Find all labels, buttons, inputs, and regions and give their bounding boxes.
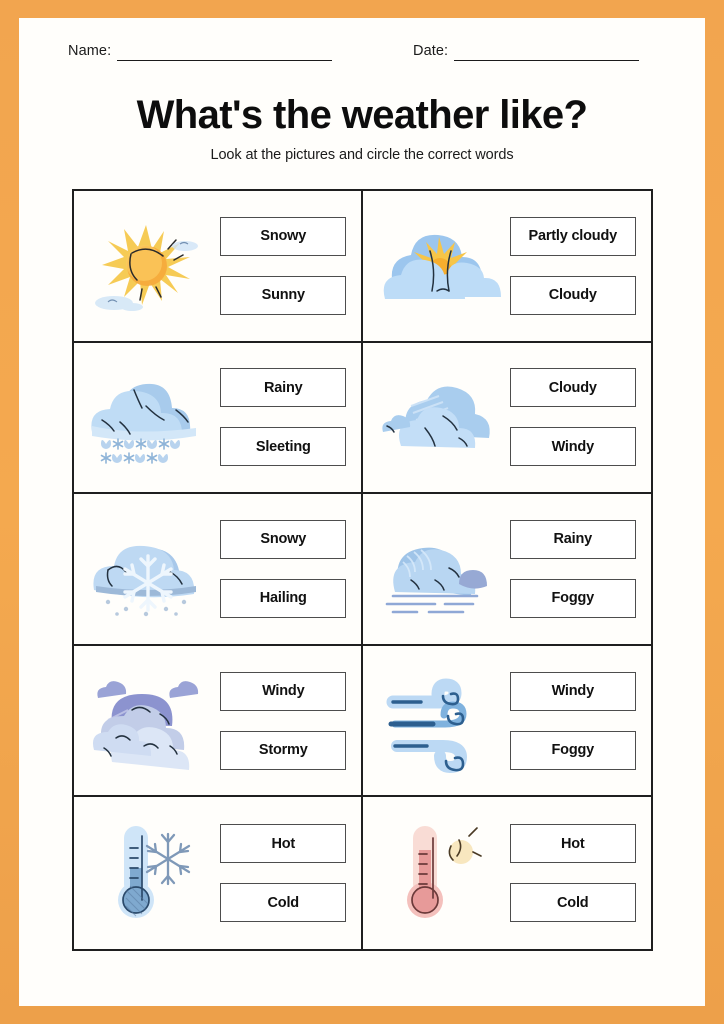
- question-cell-8: [363, 646, 652, 798]
- name-label: Name:: [68, 43, 112, 59]
- sun-icon: [84, 207, 212, 325]
- choice-option[interactable]: Windy: [220, 672, 346, 711]
- choice-option[interactable]: Snowy: [220, 217, 346, 256]
- choice-option[interactable]: Cloudy: [510, 276, 636, 315]
- choice-group-2: [501, 217, 646, 315]
- question-cell-10: [363, 797, 652, 949]
- choice-group-5: [212, 520, 355, 618]
- choice-group-4: [501, 368, 646, 466]
- choice-option[interactable]: Foggy: [510, 579, 636, 618]
- page-subtitle: Look at the pictures and circle the correct words: [210, 147, 514, 163]
- choice-group-9: [212, 824, 355, 922]
- choice-option[interactable]: Windy: [510, 672, 636, 711]
- choice-option[interactable]: Foggy: [510, 731, 636, 770]
- question-cell-6: [363, 494, 652, 646]
- worksheet-grid: [72, 189, 653, 951]
- question-cell-4: [363, 343, 652, 495]
- wind-swirl-icon: [373, 662, 501, 780]
- choice-option[interactable]: Stormy: [220, 731, 346, 770]
- storm-clouds-icon: [84, 662, 212, 780]
- question-cell-9: [74, 797, 363, 949]
- choice-group-1: [212, 217, 355, 315]
- date-write-line[interactable]: [454, 48, 639, 61]
- question-cell-2: [363, 191, 652, 343]
- snow-cloud-icon: [84, 510, 212, 628]
- choice-option[interactable]: Cold: [510, 883, 636, 922]
- fog-cloud-icon: [373, 510, 501, 628]
- student-info-row: [19, 44, 705, 70]
- choice-option[interactable]: Windy: [510, 427, 636, 466]
- choice-option[interactable]: Sunny: [220, 276, 346, 315]
- paper-sheet: [19, 18, 705, 1006]
- choice-group-10: [501, 824, 646, 922]
- date-label: Date:: [413, 43, 449, 59]
- question-cell-5: [74, 494, 363, 646]
- question-cell-1: [74, 191, 363, 343]
- choice-option[interactable]: Snowy: [220, 520, 346, 559]
- choice-option[interactable]: Hot: [220, 824, 346, 863]
- choice-option[interactable]: Rainy: [510, 520, 636, 559]
- wind-cloud-icon: [373, 358, 501, 476]
- choice-option[interactable]: Hailing: [220, 579, 346, 618]
- name-field[interactable]: [68, 44, 332, 61]
- question-cell-7: [74, 646, 363, 798]
- name-write-line[interactable]: [117, 48, 332, 61]
- choice-group-3: [212, 368, 355, 466]
- cold-thermometer-icon: [84, 814, 212, 932]
- choice-group-8: [501, 672, 646, 770]
- hot-thermometer-icon: [373, 814, 501, 932]
- choice-option[interactable]: Hot: [510, 824, 636, 863]
- choice-group-6: [501, 520, 646, 618]
- sun-behind-cloud-icon: [373, 207, 501, 325]
- choice-option[interactable]: Partly cloudy: [510, 217, 636, 256]
- choice-group-7: [212, 672, 355, 770]
- question-cell-3: [74, 343, 363, 495]
- choice-option[interactable]: Rainy: [220, 368, 346, 407]
- choice-option[interactable]: Cloudy: [510, 368, 636, 407]
- rain-cloud-icon: [84, 358, 212, 476]
- choice-option[interactable]: Cold: [220, 883, 346, 922]
- page-title: What's the weather like?: [136, 93, 588, 137]
- choice-option[interactable]: Sleeting: [220, 427, 346, 466]
- date-field[interactable]: [413, 44, 639, 61]
